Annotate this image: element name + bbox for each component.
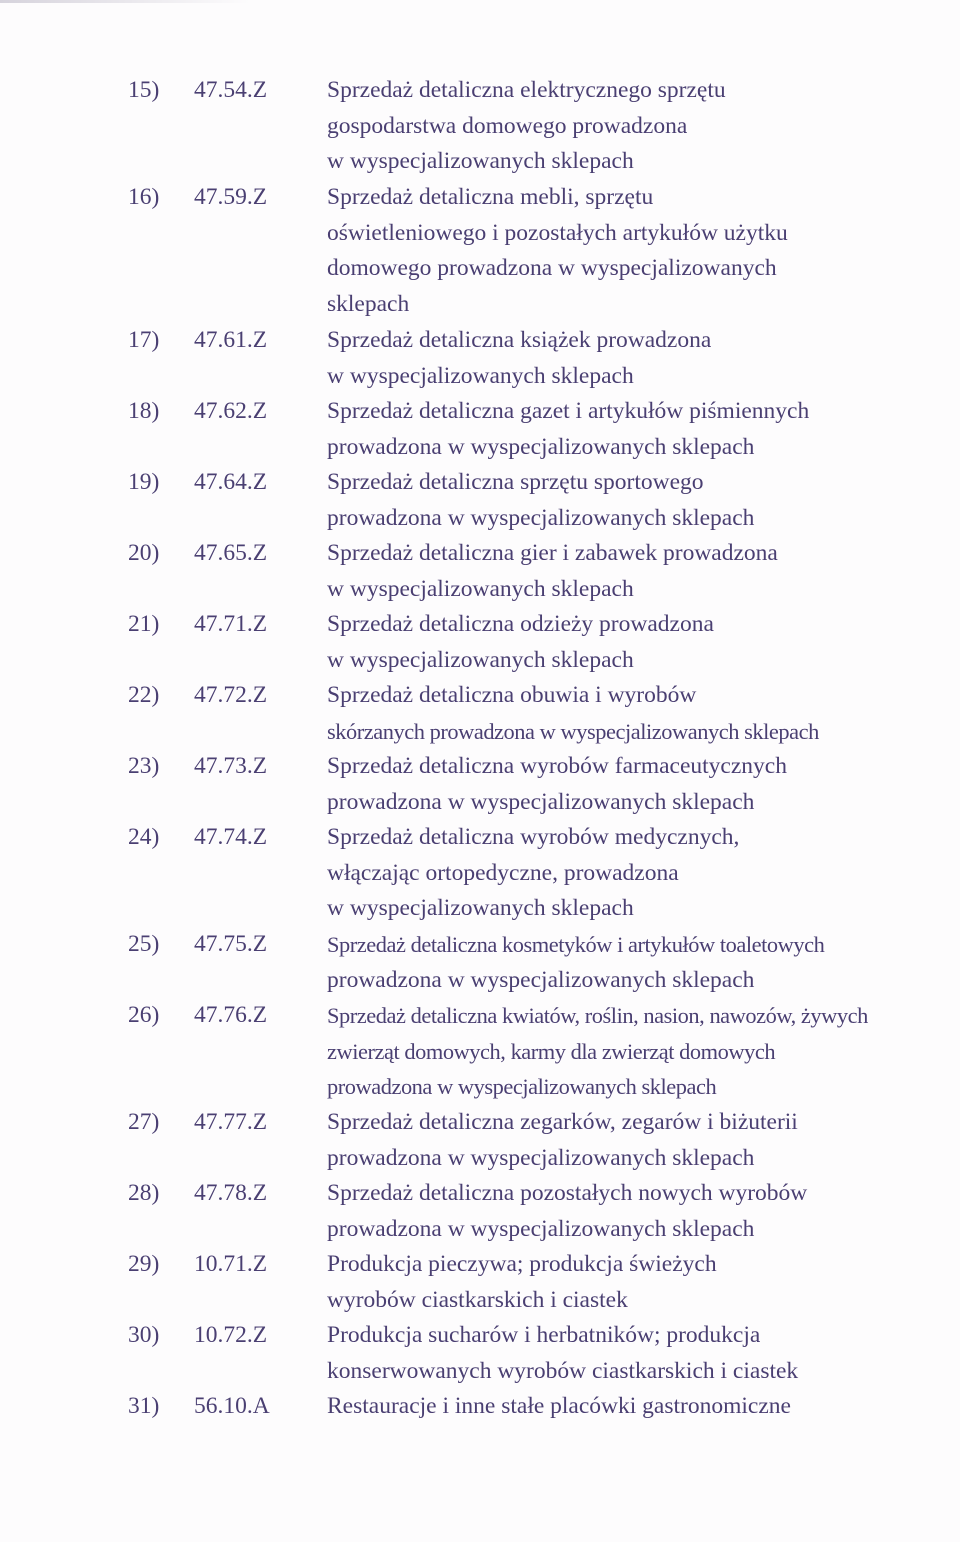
item-number: 18) (128, 398, 160, 424)
item-description (327, 749, 787, 820)
description-line: Restauracje i inne stałe placówki gastronomiczne (327, 1393, 791, 1419)
description-line: Produkcja sucharów i herbatników; produkcja (327, 1322, 761, 1348)
description-line: Produkcja pieczywa; produkcja świeżych (327, 1251, 717, 1277)
pkd-code: 47.75.Z (194, 931, 268, 957)
item-description (327, 927, 824, 998)
description-line: Sprzedaż detaliczna książek prowadzona (327, 327, 712, 353)
description-line: Sprzedaż detaliczna pozostałych nowych wyrobów (327, 1180, 808, 1206)
description-line: w wyspecjalizowanych sklepach (327, 148, 634, 175)
description-line: zwierząt domowych, karmy dla zwierząt domowych (327, 1038, 776, 1064)
pkd-code: 47.64.Z (194, 469, 268, 495)
item-description (327, 1176, 807, 1247)
pkd-code: 47.77.Z (194, 1109, 268, 1135)
description-line: domowego prowadzona w wyspecjalizowanych (327, 255, 777, 282)
description-line: Sprzedaż detaliczna odzieży prowadzona (327, 611, 714, 637)
pkd-code: 47.76.Z (194, 1002, 268, 1028)
description-line: włączając ortopedyczne, prowadzona (327, 859, 679, 886)
description-line: konserwowanych wyrobów ciastkarskich i ciastek (327, 1357, 799, 1384)
description-line: Sprzedaż detaliczna mebli, sprzętu (327, 184, 654, 210)
pkd-code: 47.74.Z (194, 824, 268, 850)
item-number: 22) (128, 682, 160, 708)
item-number: 25) (128, 931, 160, 957)
description-line: w wyspecjalizowanych sklepach (327, 362, 634, 389)
pkd-code: 47.71.Z (194, 611, 268, 637)
description-line: gospodarstwa domowego prowadzona (327, 112, 688, 139)
pkd-code: 47.54.Z (194, 77, 268, 103)
description-line: Sprzedaż detaliczna elektrycznego sprzętu (327, 77, 726, 103)
description-line: prowadzona w wyspecjalizowanych sklepach (327, 1215, 755, 1242)
item-description (327, 678, 819, 749)
description-line: Sprzedaż detaliczna kosmetyków i artykułów toaletowych (327, 932, 825, 957)
item-description (327, 180, 788, 322)
description-line: Sprzedaż detaliczna gier i zabawek prowadzona (327, 540, 778, 566)
description-line: Sprzedaż detaliczna obuwia i wyrobów (327, 682, 697, 708)
description-line: oświetleniowego i pozostałych artykułów użytku (327, 219, 788, 246)
description-line: w wyspecjalizowanych sklepach (327, 575, 634, 602)
description-line: sklepach (327, 290, 410, 317)
description-line: prowadzona w wyspecjalizowanych sklepach (327, 433, 755, 460)
description-line: prowadzona w wyspecjalizowanych sklepach (327, 504, 755, 531)
item-number: 29) (128, 1251, 160, 1277)
description-line: skórzanych prowadzona w wyspecjalizowanych sklepach (327, 718, 819, 744)
pkd-code: 47.59.Z (194, 184, 268, 210)
item-number: 24) (128, 824, 160, 850)
item-number: 26) (128, 1002, 160, 1028)
description-line: prowadzona w wyspecjalizowanych sklepach (327, 788, 755, 815)
item-description (327, 998, 868, 1105)
item-description (327, 323, 711, 394)
description-line: prowadzona w wyspecjalizowanych sklepach (327, 1144, 755, 1171)
item-number: 30) (128, 1322, 160, 1348)
item-description (327, 1318, 798, 1389)
item-number: 19) (128, 469, 160, 495)
item-number: 17) (128, 327, 160, 353)
description-line: Sprzedaż detaliczna gazet i artykułów piśmiennych (327, 398, 810, 424)
description-line: Sprzedaż detaliczna wyrobów farmaceutycznych (327, 753, 787, 779)
item-number: 21) (128, 611, 160, 637)
pkd-code: 10.72.Z (194, 1322, 268, 1348)
item-description (327, 1247, 717, 1318)
pkd-code: 47.78.Z (194, 1180, 268, 1206)
item-number: 27) (128, 1109, 160, 1135)
item-description (327, 1105, 798, 1176)
description-line: prowadzona w wyspecjalizowanych sklepach (327, 966, 755, 993)
pkd-code: 47.65.Z (194, 540, 268, 566)
item-description (327, 73, 726, 180)
description-line: Sprzedaż detaliczna wyrobów medycznych, (327, 824, 740, 850)
item-number: 16) (128, 184, 160, 210)
description-line: w wyspecjalizowanych sklepach (327, 646, 634, 673)
item-number: 28) (128, 1180, 160, 1206)
item-number: 23) (128, 753, 160, 779)
item-description (327, 820, 739, 927)
pkd-code: 47.62.Z (194, 398, 268, 424)
item-number: 20) (128, 540, 160, 566)
pkd-code: 47.73.Z (194, 753, 268, 779)
pkd-code: 56.10.A (194, 1393, 270, 1419)
pkd-code: 47.72.Z (194, 682, 268, 708)
pkd-code: 47.61.Z (194, 327, 268, 353)
description-line: Sprzedaż detaliczna sprzętu sportowego (327, 469, 704, 495)
item-number: 15) (128, 77, 160, 103)
description-line: Sprzedaż detaliczna kwiatów, roślin, nasion, nawozów, żywych (327, 1003, 868, 1028)
item-description (327, 465, 754, 536)
item-description (327, 607, 714, 678)
item-description (327, 394, 809, 465)
item-description (327, 1389, 791, 1425)
description-line: prowadzona w wyspecjalizowanych sklepach (327, 1074, 717, 1100)
item-number: 31) (128, 1393, 160, 1419)
description-line: w wyspecjalizowanych sklepach (327, 895, 634, 922)
item-description (327, 536, 778, 607)
pkd-code: 10.71.Z (194, 1251, 268, 1277)
description-line: wyrobów ciastkarskich i ciastek (327, 1286, 628, 1313)
description-line: Sprzedaż detaliczna zegarków, zegarów i biżuterii (327, 1109, 798, 1135)
